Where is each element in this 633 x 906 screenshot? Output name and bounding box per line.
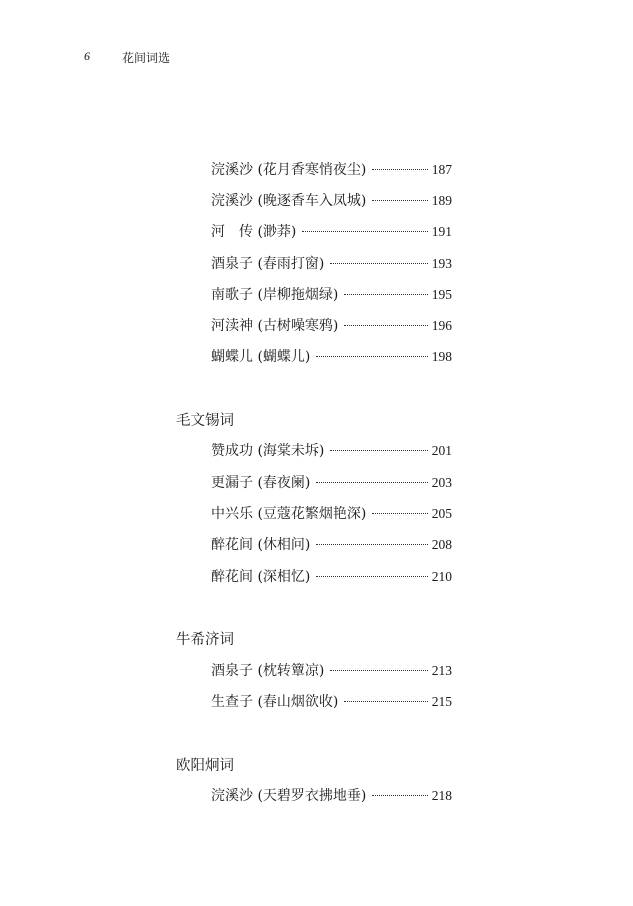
toc-entry-title: 浣溪沙 (花月香寒悄夜尘) bbox=[211, 162, 367, 178]
toc-entry[interactable] bbox=[211, 693, 452, 711]
toc-entry-title: 生查子 (春山烟欲收) bbox=[211, 694, 339, 710]
dot-leader bbox=[344, 294, 427, 295]
dot-leader bbox=[372, 795, 427, 796]
toc-entry[interactable] bbox=[211, 787, 452, 805]
toc-entry-page: 203 bbox=[431, 475, 452, 490]
toc-entry-page: 215 bbox=[431, 694, 452, 709]
toc-entry-page: 218 bbox=[431, 788, 452, 803]
toc-entry[interactable] bbox=[211, 536, 452, 554]
section-title: 牛希济词 bbox=[176, 632, 234, 648]
dot-leader bbox=[316, 576, 427, 577]
toc-entry-page: 195 bbox=[431, 287, 452, 302]
toc-entry[interactable] bbox=[211, 161, 452, 179]
toc-entry-title: 酒泉子 (枕转簟凉) bbox=[211, 663, 325, 679]
dot-leader bbox=[330, 263, 427, 264]
toc-entry[interactable] bbox=[211, 505, 452, 523]
toc-entry[interactable] bbox=[211, 474, 452, 492]
toc-entry[interactable] bbox=[211, 348, 452, 366]
page-number: 6 bbox=[84, 49, 90, 63]
toc-entry[interactable] bbox=[211, 568, 452, 586]
toc-entry-title: 浣溪沙 (晚逐香车入凤城) bbox=[211, 193, 367, 209]
dot-leader bbox=[344, 701, 427, 702]
toc-entry-title: 中兴乐 (豆蔻花繁烟艳深) bbox=[211, 506, 367, 522]
toc-entry-page: 205 bbox=[431, 506, 452, 521]
dot-leader bbox=[372, 513, 427, 514]
toc-entry-title: 酒泉子 (春雨打窗) bbox=[211, 256, 325, 272]
dot-leader bbox=[316, 356, 427, 357]
toc-entry[interactable] bbox=[211, 662, 452, 680]
dot-leader bbox=[316, 482, 427, 483]
dot-leader bbox=[372, 169, 427, 170]
toc-entry-page: 196 bbox=[431, 318, 452, 333]
toc-entry[interactable] bbox=[211, 192, 452, 210]
toc-entry[interactable] bbox=[211, 223, 452, 241]
toc-entry-page: 208 bbox=[431, 537, 452, 552]
dot-leader bbox=[372, 200, 427, 201]
toc-entry-title: 蝴蝶儿 (蝴蝶儿) bbox=[211, 349, 311, 365]
toc-entry-page: 213 bbox=[431, 663, 452, 678]
section-title: 欧阳炯词 bbox=[176, 758, 234, 774]
toc-entry[interactable] bbox=[211, 286, 452, 304]
toc-entry-page: 210 bbox=[431, 569, 452, 584]
toc-entry[interactable] bbox=[211, 255, 452, 273]
dot-leader bbox=[330, 670, 427, 671]
toc-entry-title: 河 传 (渺莽) bbox=[211, 224, 297, 240]
book-title: 花间词选 bbox=[122, 51, 171, 65]
dot-leader bbox=[302, 231, 427, 232]
dot-leader bbox=[344, 325, 427, 326]
toc-entry-title: 浣溪沙 (天碧罗衣拂地垂) bbox=[211, 788, 367, 804]
dot-leader bbox=[316, 544, 427, 545]
toc-entry-page: 191 bbox=[431, 224, 452, 239]
section-title: 毛文锡词 bbox=[176, 413, 234, 429]
toc-entry-page: 198 bbox=[431, 349, 452, 364]
toc-entry-page: 187 bbox=[431, 162, 452, 177]
toc-entry-page: 193 bbox=[431, 256, 452, 271]
toc-entry-page: 189 bbox=[431, 193, 452, 208]
toc-entry-title: 赞成功 (海棠未坼) bbox=[211, 443, 325, 459]
toc-entry-title: 更漏子 (春夜阑) bbox=[211, 475, 311, 491]
toc-entry-title: 醉花间 (休相问) bbox=[211, 537, 311, 553]
toc-entry-page: 201 bbox=[431, 443, 452, 458]
toc-entry-title: 河渎神 (古树噪寒鸦) bbox=[211, 318, 339, 334]
dot-leader bbox=[330, 450, 427, 451]
toc-entry[interactable] bbox=[211, 317, 452, 335]
toc-entry[interactable] bbox=[211, 442, 452, 460]
toc-entry-title: 南歌子 (岸柳拖烟绿) bbox=[211, 287, 339, 303]
toc-entry-title: 醉花间 (深相忆) bbox=[211, 569, 311, 585]
